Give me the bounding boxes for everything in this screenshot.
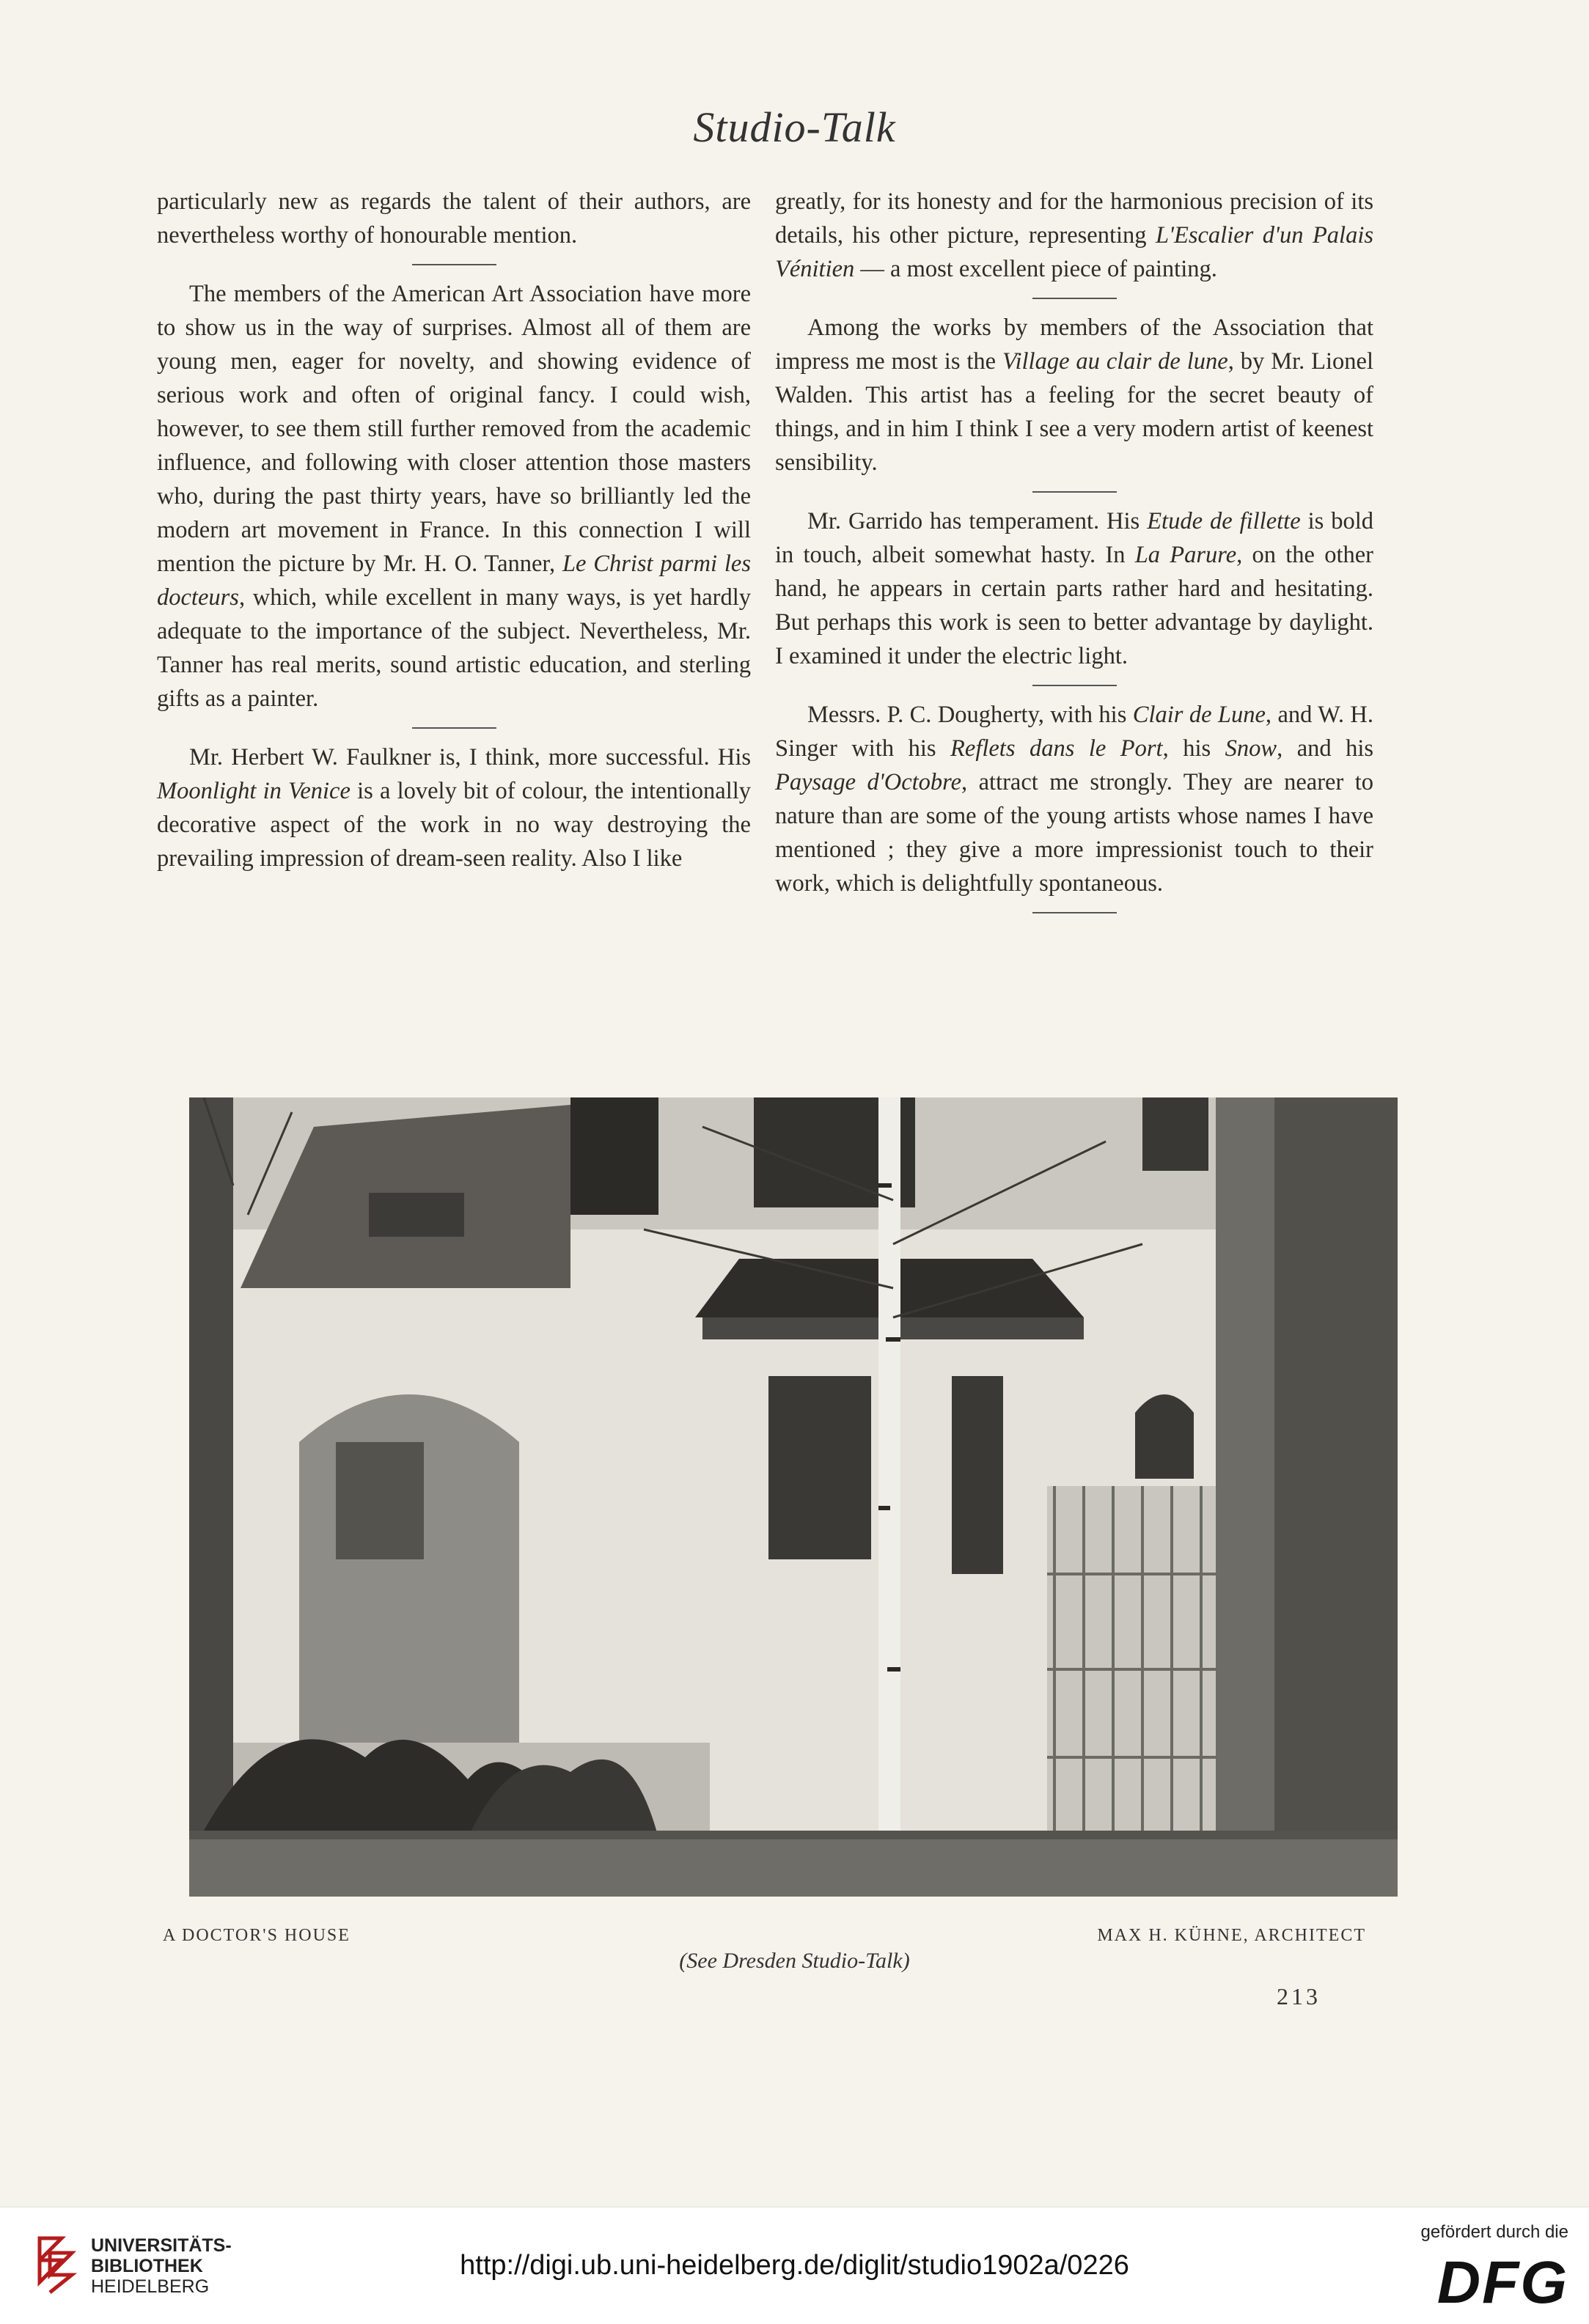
page-number: 213 [1277, 1983, 1321, 2009]
section-divider [1032, 491, 1117, 493]
paragraph-text: — a most excellent piece of painting. [860, 256, 1217, 282]
artwork-title: Le Christ parmi les docteurs [157, 551, 751, 611]
paragraph-text: , attract me strongly. They are nearer to nature than are some of the young artists whose names I have mentioned ; they give a more impressionist touch to their work, which is delightfully spontaneous. [775, 769, 1374, 897]
paragraph-text: , and his [1277, 735, 1374, 762]
illustration-plate [189, 1097, 1398, 1897]
artwork-title: Paysage d'Octobre [775, 769, 962, 795]
artwork-title: Clair de Lune [1132, 702, 1266, 728]
artwork-title: Etude de fillette [1147, 508, 1301, 534]
digitization-footer [0, 2207, 1589, 2324]
artwork-title: La Parure [1134, 542, 1237, 568]
section-divider [412, 727, 496, 729]
library-name-line: UNIVERSITÄTS- [91, 2235, 232, 2256]
paragraph-text: The members of the American Art Association have more to show us in the way of surprises. Almost all of them are young men, eager for novelty, and showing evidence of serious work and often of original fancy. I could wish, however, to see them still further removed from the academic influence, and following with closer attention those masters who, during the past thirty years, have so brilliantly led the modern art movement in France. In this connection I will mention the picture by Mr. H. O. Tanner, [157, 281, 751, 577]
house-illustration [189, 1097, 1398, 1897]
funding-note: gefördert durch die [1420, 2222, 1568, 2242]
section-divider [1032, 298, 1117, 299]
paragraph [775, 185, 1373, 286]
artwork-title: Reflets dans le Port [950, 735, 1163, 762]
paragraph-text: is a lovely bit of colour, the intentionally decorative aspect of the work in no way destroying the prevailing impression of dream-seen reality. Also I like [157, 778, 752, 872]
paragraph [775, 311, 1373, 479]
library-name-line: HEIDELBERG [91, 2276, 210, 2297]
artwork-title: Snow [1225, 735, 1277, 762]
paragraph-text: greatly, for its honesty and for the harmonious precision of its details, his other picture, representing [775, 188, 1373, 249]
paragraph [157, 740, 751, 875]
artwork-title: L'Escalier d'un Palais Vénitien [775, 222, 1374, 282]
paragraph-text: particularly new as regards the talent of their authors, are nevertheless worthy of honourable mention. [157, 188, 751, 249]
paragraph-text: , which, while excellent in many ways, is yet hardly adequate to the importance of the subject. Nevertheless, Mr. Tanner has real merits, sound artistic education, and sterling gifts as a painter. [157, 584, 751, 712]
paragraph-text: Mr. Garrido has temperament. His [807, 508, 1140, 534]
dfg-logo: DFG [1436, 2249, 1568, 2316]
paragraph-text: , on the other hand, he appears in certain parts rather hard and hesitating. But perhaps this work is seen to better advantage by daylight. I examined it under the electric light. [775, 542, 1374, 669]
paragraph-text: , his [1162, 735, 1211, 762]
plate-subcaption: (See Dresden Studio-Talk) [679, 1949, 910, 1973]
running-head: Studio-Talk [693, 103, 896, 151]
paragraph [157, 277, 751, 716]
plate-caption-title: A DOCTOR'S HOUSE [163, 1926, 351, 1945]
library-name-line: BIBLIOTHEK [91, 2256, 203, 2276]
section-divider [1032, 685, 1117, 686]
paragraph-text: Among the works by members of the Association that impress me most is the [775, 315, 1373, 375]
artwork-title: Moonlight in Venice [157, 778, 351, 804]
paragraph-text: Mr. Herbert W. Faulkner is, I think, more successful. His [189, 744, 751, 771]
paragraph-text: Messrs. P. C. Dougherty, with his [807, 702, 1127, 728]
paragraph [157, 185, 751, 252]
plate-caption-credit: MAX H. KÜHNE, ARCHITECT [1097, 1926, 1366, 1945]
paragraph-text: , by Mr. Lionel Walden. This artist has a feeling for the secret beauty of things, and in him I think I see a very modern artist of keenest sensibility. [775, 348, 1374, 476]
paragraph [775, 504, 1373, 673]
artwork-title: Village au clair de lune [1002, 348, 1228, 375]
paragraph-text: is bold in touch, albeit somewhat hasty. In [775, 508, 1374, 568]
section-divider [412, 264, 496, 265]
right-column [775, 185, 1373, 925]
paragraph-text: , and W. H. Singer with his [775, 702, 1373, 762]
permalink-url[interactable]: http://digi.ub.uni-heidelberg.de/diglit/studio1902a/0226 [460, 2250, 1129, 2281]
left-column [157, 185, 751, 875]
section-divider [1032, 912, 1117, 913]
paragraph [775, 698, 1373, 900]
